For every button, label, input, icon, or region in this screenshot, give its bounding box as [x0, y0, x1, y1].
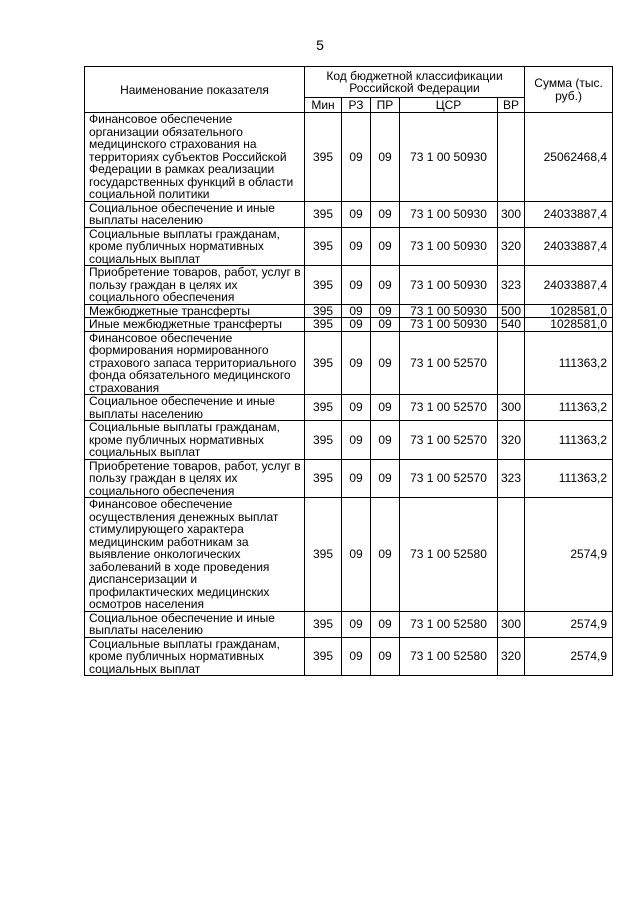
header-pr: ПР — [371, 98, 400, 113]
cell-pr: 09 — [371, 318, 400, 332]
table-row — [85, 201, 613, 227]
cell-rz: 09 — [342, 459, 371, 498]
cell-sum: 1028581,0 — [525, 304, 613, 318]
cell-pr: 09 — [371, 227, 400, 266]
cell-csr: 73 1 00 52580 — [400, 637, 498, 676]
cell-csr: 73 1 00 50930 — [400, 201, 498, 227]
table-row — [85, 304, 613, 318]
cell-csr: 73 1 00 52570 — [400, 395, 498, 421]
cell-csr: 73 1 00 52570 — [400, 421, 498, 460]
cell-rz: 09 — [342, 304, 371, 318]
cell-csr: 73 1 00 52580 — [400, 498, 498, 612]
cell-min: 395 — [305, 113, 342, 202]
cell-rz: 09 — [342, 331, 371, 395]
cell-rz: 09 — [342, 113, 371, 202]
budget-table — [84, 66, 613, 676]
cell-pr: 09 — [371, 304, 400, 318]
cell-vr: 323 — [498, 459, 525, 498]
cell-csr: 73 1 00 50930 — [400, 113, 498, 202]
cell-rz: 09 — [342, 395, 371, 421]
cell-sum: 24033887,4 — [525, 201, 613, 227]
cell-vr: 320 — [498, 637, 525, 676]
cell-sum: 2574,9 — [525, 611, 613, 637]
cell-csr: 73 1 00 52570 — [400, 459, 498, 498]
cell-vr: 300 — [498, 611, 525, 637]
cell-vr — [498, 498, 525, 612]
table-row — [85, 637, 613, 676]
cell-csr: 73 1 00 50930 — [400, 318, 498, 332]
cell-sum: 111363,2 — [525, 421, 613, 460]
cell-min: 395 — [305, 459, 342, 498]
cell-sum: 24033887,4 — [525, 227, 613, 266]
cell-min: 395 — [305, 266, 342, 305]
table-row — [85, 421, 613, 460]
table-row — [85, 395, 613, 421]
cell-csr: 73 1 00 52570 — [400, 331, 498, 395]
cell-name: Финансовое обеспечение организации обязательного медицинского страхования на территориях субъектов Российской Федерации в рамках реализации государственных функций в области социальной политики — [85, 113, 305, 202]
header-csr: ЦСР — [400, 98, 498, 113]
cell-rz: 09 — [342, 637, 371, 676]
cell-rz: 09 — [342, 266, 371, 305]
page-number: 5 — [316, 37, 324, 53]
cell-rz: 09 — [342, 227, 371, 266]
cell-sum: 111363,2 — [525, 395, 613, 421]
cell-vr: 323 — [498, 266, 525, 305]
header-min: Мин — [305, 98, 342, 113]
cell-min: 395 — [305, 318, 342, 332]
cell-sum: 2574,9 — [525, 498, 613, 612]
cell-name: Финансовое обеспечение осуществления денежных выплат стимулирующего характера медицинским работникам за выявление онкологических заболеваний в ходе проведения диспансеризации и профилактических медицинских осмотров населения — [85, 498, 305, 612]
cell-pr: 09 — [371, 395, 400, 421]
cell-min: 395 — [305, 201, 342, 227]
table-row — [85, 498, 613, 612]
cell-vr: 300 — [498, 395, 525, 421]
cell-csr: 73 1 00 50930 — [400, 304, 498, 318]
table-row — [85, 331, 613, 395]
table-row — [85, 459, 613, 498]
cell-vr: 320 — [498, 421, 525, 460]
cell-pr: 09 — [371, 201, 400, 227]
cell-name: Социальное обеспечение и иные выплаты населению — [85, 201, 305, 227]
cell-min: 395 — [305, 304, 342, 318]
cell-rz: 09 — [342, 498, 371, 612]
cell-min: 395 — [305, 611, 342, 637]
cell-name: Приобретение товаров, работ, услуг в пользу граждан в целях их социального обеспечения — [85, 459, 305, 498]
cell-rz: 09 — [342, 318, 371, 332]
table-row — [85, 318, 613, 332]
cell-name: Финансовое обеспечение формирования нормированного страхового запаса территориального фонда обязательного медицинского страхования — [85, 331, 305, 395]
table-body — [85, 113, 613, 676]
cell-pr: 09 — [371, 498, 400, 612]
cell-min: 395 — [305, 227, 342, 266]
header-code-group: Код бюджетной классификации Российской Федерации — [305, 67, 525, 98]
cell-pr: 09 — [371, 266, 400, 305]
cell-name: Межбюджетные трансферты — [85, 304, 305, 318]
cell-name: Иные межбюджетные трансферты — [85, 318, 305, 332]
cell-pr: 09 — [371, 331, 400, 395]
cell-min: 395 — [305, 395, 342, 421]
cell-min: 395 — [305, 637, 342, 676]
cell-sum: 24033887,4 — [525, 266, 613, 305]
cell-min: 395 — [305, 498, 342, 612]
cell-sum: 1028581,0 — [525, 318, 613, 332]
header-vr: ВР — [498, 98, 525, 113]
cell-pr: 09 — [371, 113, 400, 202]
cell-pr: 09 — [371, 611, 400, 637]
cell-name: Социальное обеспечение и иные выплаты населению — [85, 395, 305, 421]
cell-name: Социальные выплаты гражданам, кроме публичных нормативных социальных выплат — [85, 421, 305, 460]
cell-name: Приобретение товаров, работ, услуг в пользу граждан в целях их социального обеспечения — [85, 266, 305, 305]
cell-sum: 111363,2 — [525, 459, 613, 498]
table-row — [85, 611, 613, 637]
cell-rz: 09 — [342, 201, 371, 227]
cell-name: Социальное обеспечение и иные выплаты населению — [85, 611, 305, 637]
cell-vr: 540 — [498, 318, 525, 332]
cell-rz: 09 — [342, 611, 371, 637]
cell-sum: 25062468,4 — [525, 113, 613, 202]
cell-sum: 111363,2 — [525, 331, 613, 395]
cell-vr: 320 — [498, 227, 525, 266]
cell-vr: 300 — [498, 201, 525, 227]
cell-vr — [498, 331, 525, 395]
cell-name: Социальные выплаты гражданам, кроме публичных нормативных социальных выплат — [85, 637, 305, 676]
header-sum: Сумма (тыс. руб.) — [525, 67, 613, 113]
table-header — [85, 67, 613, 113]
table-row — [85, 266, 613, 305]
cell-name: Социальные выплаты гражданам, кроме публичных нормативных социальных выплат — [85, 227, 305, 266]
cell-pr: 09 — [371, 421, 400, 460]
cell-min: 395 — [305, 331, 342, 395]
cell-pr: 09 — [371, 459, 400, 498]
cell-vr: 500 — [498, 304, 525, 318]
cell-rz: 09 — [342, 421, 371, 460]
cell-pr: 09 — [371, 637, 400, 676]
header-name: Наименование показателя — [85, 67, 305, 113]
header-rz: РЗ — [342, 98, 371, 113]
cell-sum: 2574,9 — [525, 637, 613, 676]
cell-min: 395 — [305, 421, 342, 460]
cell-csr: 73 1 00 50930 — [400, 266, 498, 305]
cell-csr: 73 1 00 52580 — [400, 611, 498, 637]
table-row — [85, 113, 613, 202]
cell-vr — [498, 113, 525, 202]
cell-csr: 73 1 00 50930 — [400, 227, 498, 266]
table-row — [85, 227, 613, 266]
